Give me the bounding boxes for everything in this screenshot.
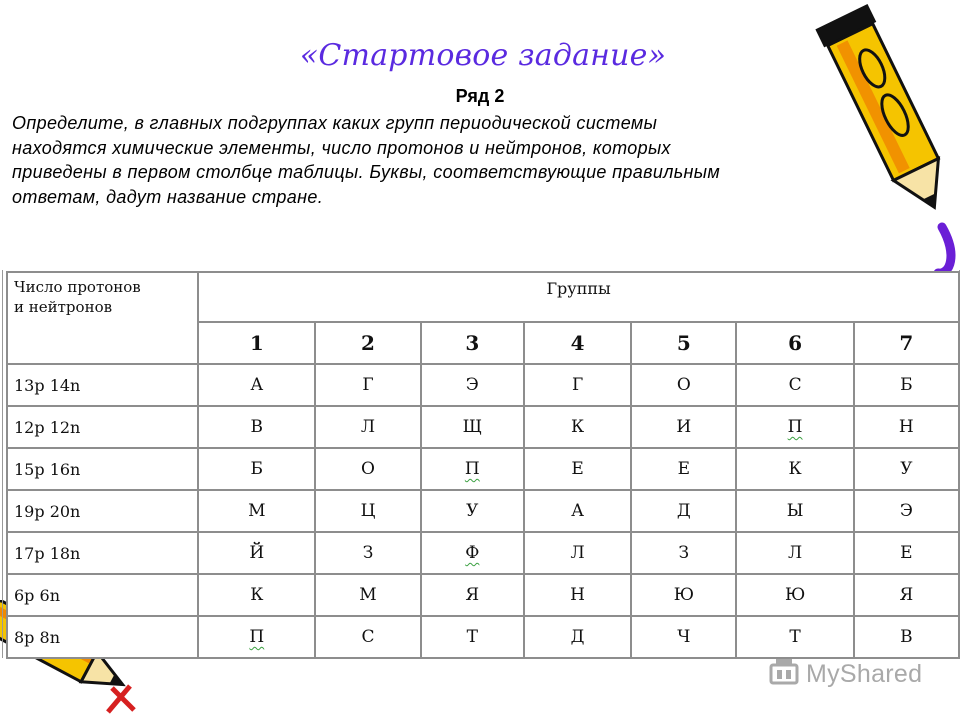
letter-cell — [736, 616, 853, 658]
letter: К — [788, 459, 802, 479]
letter: К — [250, 585, 264, 605]
element-table — [6, 271, 960, 659]
letter: Э — [899, 501, 913, 521]
letter: Ю — [673, 585, 694, 605]
letter-cell — [315, 490, 420, 532]
row-label: 6p 6n — [7, 574, 198, 616]
group-number: 2 — [315, 322, 420, 364]
letter: Т — [466, 627, 478, 647]
letter: М — [359, 585, 377, 605]
letter-cell — [421, 616, 524, 658]
letter-cell — [854, 532, 959, 574]
letter: З — [678, 543, 690, 563]
letter: Ч — [677, 627, 691, 647]
letter: Н — [898, 417, 914, 437]
row-label: 12p 12n — [7, 406, 198, 448]
group-number: 6 — [736, 322, 853, 364]
table-row — [7, 406, 959, 448]
letter: Е — [677, 459, 691, 479]
letter-cell — [198, 490, 315, 532]
letter-cell — [198, 406, 315, 448]
letter: Т — [789, 627, 801, 647]
corner-header — [7, 272, 198, 364]
letter-cell — [315, 532, 420, 574]
letter: А — [250, 375, 264, 395]
letter-cell — [421, 532, 524, 574]
slide-title: «Стартовое задание» — [299, 38, 667, 73]
letter-cell — [854, 364, 959, 406]
letter: У — [900, 459, 913, 479]
letter-cell — [736, 406, 853, 448]
letter: В — [900, 627, 913, 647]
group-number: 5 — [631, 322, 736, 364]
letter: Л — [570, 543, 585, 563]
table-row — [7, 490, 959, 532]
letter-cell — [631, 448, 736, 490]
letter-cell — [421, 490, 524, 532]
task-line: Определите, в главных подгруппах каких групп периодической системы — [12, 113, 658, 133]
letter: Э — [465, 375, 479, 395]
task-text — [12, 111, 942, 209]
task-line: ответам, дадут название стране. — [12, 186, 324, 207]
group-number: 1 — [198, 322, 315, 364]
letter: К — [570, 417, 585, 437]
row-label: 17p 18n — [7, 532, 198, 574]
letter: П — [249, 627, 265, 647]
letter: Е — [900, 543, 913, 563]
letter: Д — [570, 627, 585, 647]
letter-cell — [631, 532, 736, 574]
letter-cell — [631, 574, 736, 616]
letter-cell — [198, 532, 315, 574]
letter-cell — [854, 574, 959, 616]
letter-cell — [421, 406, 524, 448]
watermark — [768, 654, 928, 694]
letter: В — [250, 417, 264, 437]
letter-cell — [854, 406, 959, 448]
letter-cell — [736, 448, 853, 490]
row-label: 13p 14n — [7, 364, 198, 406]
row-label: 15p 16n — [7, 448, 198, 490]
letter: О — [361, 459, 375, 479]
letter: Ц — [360, 501, 376, 521]
letter-cell — [631, 490, 736, 532]
letter-cell — [421, 364, 524, 406]
letter-cell — [524, 364, 631, 406]
task-line: находятся химические элементы, число протонов и нейтронов, которых — [12, 137, 671, 158]
letter: Б — [900, 375, 913, 395]
letter-cell — [736, 364, 853, 406]
letter-cell — [421, 574, 524, 616]
table-row — [7, 448, 959, 490]
letter-cell — [524, 490, 631, 532]
letter-cell — [854, 616, 959, 658]
letter: Д — [676, 501, 691, 521]
letter: О — [676, 375, 691, 395]
letter-cell — [315, 448, 420, 490]
group-number: 4 — [524, 322, 631, 364]
letter: У — [466, 501, 479, 521]
corner-header-line: Число протонов — [14, 278, 141, 296]
letter: Е — [571, 459, 584, 479]
letter-cell — [198, 616, 315, 658]
row-label: 19p 20n — [7, 490, 198, 532]
letter-cell — [524, 616, 631, 658]
letter-cell — [524, 406, 631, 448]
letter-cell — [736, 490, 853, 532]
letter-cell — [736, 574, 853, 616]
letter-cell — [524, 532, 631, 574]
corner-header-line: и нейтронов — [14, 298, 113, 316]
letter-cell — [315, 616, 420, 658]
table-body — [7, 364, 959, 658]
letter: П — [464, 459, 480, 479]
letter: И — [676, 417, 692, 437]
letter-cell — [524, 574, 631, 616]
table-row — [7, 532, 959, 574]
letter: Л — [360, 417, 376, 437]
letter: Ю — [784, 585, 806, 605]
letter: М — [248, 501, 266, 521]
letter-cell — [736, 532, 853, 574]
letter-cell — [198, 364, 315, 406]
row-heading: Ряд 2 — [455, 86, 505, 106]
letter: Ы — [786, 501, 804, 521]
letter-cell — [854, 490, 959, 532]
letter: Г — [362, 375, 374, 395]
letter-cell — [631, 616, 736, 658]
letter-cell — [198, 574, 315, 616]
group-number: 7 — [854, 322, 959, 364]
letter: А — [571, 501, 584, 521]
table-row — [7, 616, 959, 658]
letter-cell — [524, 448, 631, 490]
letter: З — [362, 543, 374, 563]
letter: Г — [571, 375, 584, 395]
letter: П — [787, 417, 803, 437]
letter-cell — [198, 448, 315, 490]
letter-cell — [631, 364, 736, 406]
letter-cell — [631, 406, 736, 448]
row-label: 8p 8n — [7, 616, 198, 658]
mysharedlogo-icon — [768, 656, 802, 688]
table-row — [7, 364, 959, 406]
letter-cell — [315, 406, 420, 448]
groups-header: Группы — [198, 272, 959, 322]
letter: Ф — [465, 543, 480, 563]
group-number: 3 — [421, 322, 524, 364]
watermark-text: MyShared — [806, 660, 923, 688]
letter-cell — [315, 574, 420, 616]
letter: С — [361, 627, 375, 647]
letter: Б — [250, 459, 264, 479]
table-row — [7, 574, 959, 616]
letter: Щ — [462, 417, 482, 437]
letter: Н — [570, 585, 585, 605]
letter: Й — [249, 543, 265, 563]
letter: Я — [465, 585, 480, 605]
letter: Л — [787, 543, 803, 563]
task-line: приведены в первом столбце таблицы. Буквы, соответствующие правильным — [12, 162, 721, 182]
letter-cell — [315, 364, 420, 406]
letter: Я — [899, 585, 914, 605]
letter-cell — [421, 448, 524, 490]
letter-cell — [854, 448, 959, 490]
table-header-row — [7, 272, 959, 322]
letter: С — [788, 375, 802, 395]
